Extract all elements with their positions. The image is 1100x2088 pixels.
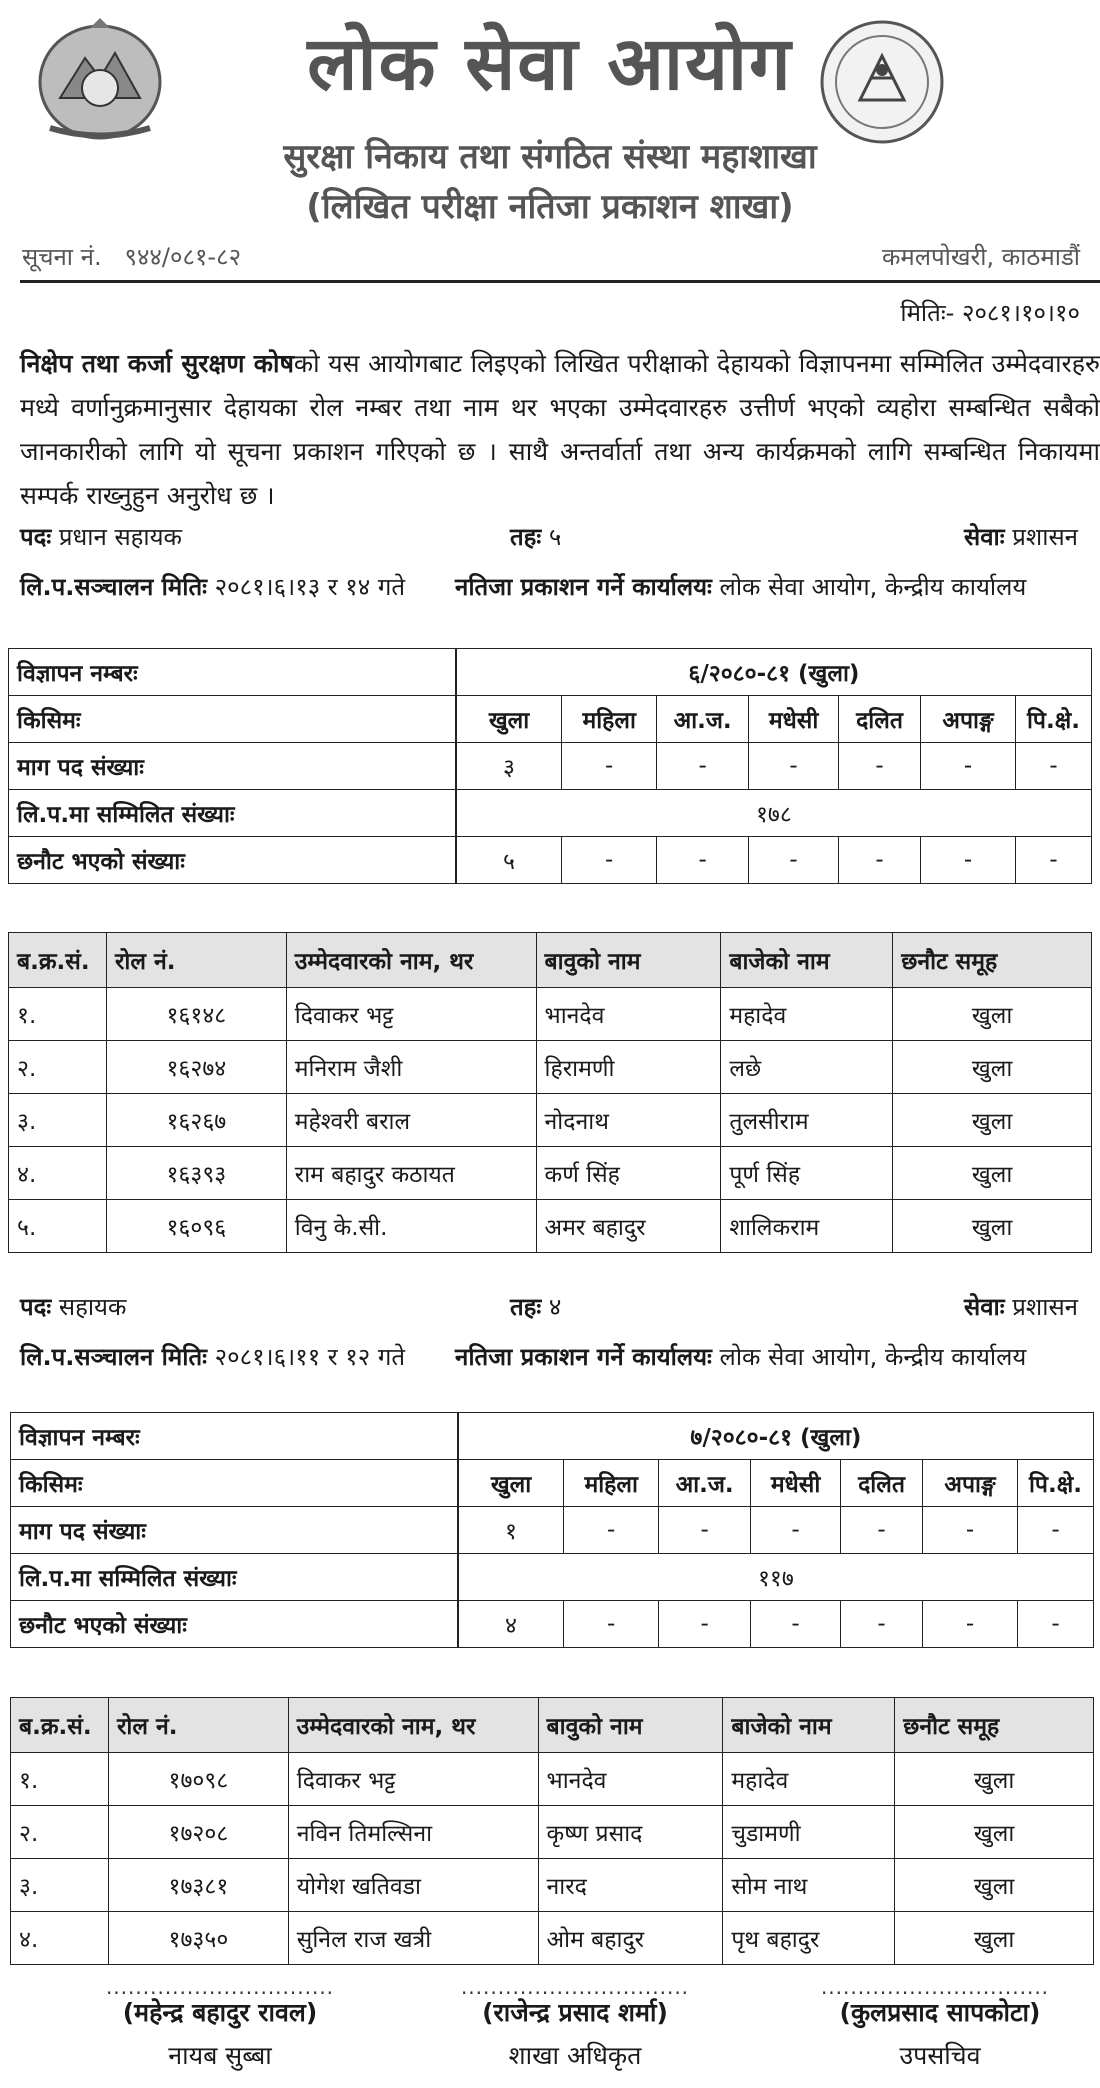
- institution-name: निक्षेप तथा कर्जा सुरक्षण कोष: [20, 349, 294, 378]
- signatory-title: शाखा अधिकृत: [508, 2041, 642, 2070]
- demand-label: माग पद संख्याः: [9, 743, 456, 790]
- father-cell: कृष्ण प्रसाद: [538, 1806, 723, 1859]
- serial-cell: २.: [9, 1041, 107, 1094]
- header-group: छनौट समूह: [895, 1698, 1094, 1753]
- type-label: किसिमः: [9, 696, 456, 743]
- group-cell: खुला: [893, 1147, 1092, 1200]
- category-header: खुला: [456, 696, 562, 743]
- signature-line: ...............................: [105, 1975, 335, 1999]
- notice-text: को यस आयोगबाट लिइएको लिखित परीक्षाको देहायको विज्ञापनमा सम्मिलित उम्मेदवारहरु मध्ये वर्णानुक्रमानुसार देहायका रोल नम्बर तथा नाम थर भएका उम्मेदवारहरु उत्तीर्ण भएको व्यहोरा सम्बन्धित सबैको जानकारीको लागि यो सूचना प्रकाशन गरिएको छ । साथै अन्तर्वार्ता तथा अन्य कार्यक्रमको लागि सम्बन्धित निकायमा सम्पर्क राख्नुहुन अनुरोध छ ।: [20, 349, 1100, 510]
- serial-cell: १.: [9, 988, 107, 1041]
- category-header: पि.क्षे.: [1017, 1460, 1093, 1507]
- grandfather-cell: शालिकराम: [721, 1200, 893, 1253]
- table-row: [9, 1041, 1092, 1094]
- signatory-name: (महेन्द्र बहादुर रावल): [122, 1998, 318, 2027]
- category-header: अपाङ्ग: [921, 696, 1016, 743]
- header-divider: [20, 280, 1100, 283]
- exam-date-label: लि.प.सञ्चालन मितिः: [20, 573, 207, 601]
- service-info: [964, 520, 1078, 553]
- category-header: पि.क्षे.: [1015, 696, 1091, 743]
- table-row: [9, 1200, 1092, 1253]
- post-value: प्रधान सहायक: [58, 523, 182, 551]
- selected-cell: ४: [458, 1601, 564, 1648]
- level-value: ५: [548, 523, 562, 551]
- service-info: [964, 1290, 1078, 1323]
- table-row: [11, 1859, 1094, 1912]
- selected-cell: -: [562, 837, 657, 884]
- office-location: कमलपोखरी, काठमाडौं: [881, 243, 1080, 271]
- demand-cell: -: [749, 743, 839, 790]
- table-row: [9, 1147, 1092, 1200]
- header-grandfather: बाजेको नाम: [723, 1698, 895, 1753]
- included-value: ११७: [458, 1554, 1094, 1601]
- roll-cell: १६०९६: [106, 1200, 286, 1253]
- group-cell: खुला: [893, 1200, 1092, 1253]
- father-cell: हिरामणी: [536, 1041, 721, 1094]
- selected-cell: -: [921, 837, 1016, 884]
- roll-cell: १७०९८: [108, 1753, 288, 1806]
- ad-no-label: विज्ञापन नम्बरः: [9, 649, 456, 696]
- demand-cell: -: [841, 1507, 923, 1554]
- demand-cell: -: [923, 1507, 1018, 1554]
- results-table: [8, 932, 1092, 1253]
- grandfather-cell: पूर्ण सिंह: [721, 1147, 893, 1200]
- table-row: [11, 1806, 1094, 1859]
- category-header: मधेसी: [751, 1460, 841, 1507]
- selected-cell: -: [839, 837, 921, 884]
- post-info: [20, 520, 182, 553]
- category-header: दलित: [841, 1460, 923, 1507]
- category-header: खुला: [458, 1460, 564, 1507]
- name-cell: दिवाकर भट्ट: [286, 988, 536, 1041]
- header-group: छनौट समूह: [893, 933, 1092, 988]
- grandfather-cell: सोम नाथ: [723, 1859, 895, 1912]
- service-value: प्रशासन: [1012, 523, 1078, 551]
- table-row: [11, 1753, 1094, 1806]
- group-cell: खुला: [895, 1912, 1094, 1965]
- roll-cell: १७३५०: [108, 1912, 288, 1965]
- header-name: उम्मेदवारको नाम, थर: [286, 933, 536, 988]
- office-value: लोक सेवा आयोग, केन्द्रीय कार्यालय: [719, 1343, 1027, 1371]
- roll-cell: १६२६७: [106, 1094, 286, 1147]
- roll-cell: १६१४८: [106, 988, 286, 1041]
- service-value: प्रशासन: [1012, 1293, 1078, 1321]
- advertisement-table: [8, 648, 1092, 884]
- signatory-name: (कुलप्रसाद सापकोटा): [839, 1998, 1041, 2027]
- table-row: [11, 1912, 1094, 1965]
- serial-cell: ४.: [9, 1147, 107, 1200]
- ad-no-label: विज्ञापन नम्बरः: [11, 1413, 458, 1460]
- father-cell: नारद: [538, 1859, 723, 1912]
- grandfather-cell: चुडामणी: [723, 1806, 895, 1859]
- exam-date-label: लि.प.सञ्चालन मितिः: [20, 1343, 207, 1371]
- selected-cell: -: [841, 1601, 923, 1648]
- selected-cell: -: [923, 1601, 1018, 1648]
- included-label: लि.प.मा सम्मिलित संख्याः: [9, 790, 456, 837]
- level-info: [510, 520, 561, 553]
- category-header: महिला: [562, 696, 657, 743]
- demand-cell: -: [562, 743, 657, 790]
- serial-cell: ३.: [9, 1094, 107, 1147]
- header-father: बावुको नाम: [536, 933, 721, 988]
- demand-cell: -: [1017, 1507, 1093, 1554]
- roll-cell: १६२७४: [106, 1041, 286, 1094]
- level-label: तहः: [510, 523, 542, 551]
- signature-line: ...............................: [820, 1975, 1050, 1999]
- demand-cell: -: [564, 1507, 659, 1554]
- post-label: पदः: [20, 523, 52, 551]
- ad-no-value: ७/२०८०-८१ (खुला): [458, 1413, 1094, 1460]
- exam-date-info: [20, 1340, 405, 1373]
- header-serial: ब.क्र.सं.: [9, 933, 107, 988]
- header-name: उम्मेदवारको नाम, थर: [288, 1698, 538, 1753]
- serial-cell: १.: [11, 1753, 109, 1806]
- roll-cell: १६३९३: [106, 1147, 286, 1200]
- serial-cell: ५.: [9, 1200, 107, 1253]
- roll-cell: १७२०८: [108, 1806, 288, 1859]
- office-info: [455, 570, 1026, 603]
- father-cell: कर्ण सिंह: [536, 1147, 721, 1200]
- category-header: अपाङ्ग: [923, 1460, 1018, 1507]
- category-header: दलित: [839, 696, 921, 743]
- demand-cell: -: [751, 1507, 841, 1554]
- signatory-title: नायब सुब्बा: [168, 2041, 272, 2070]
- roll-cell: १७३८१: [108, 1859, 288, 1912]
- father-cell: ओम बहादुर: [538, 1912, 723, 1965]
- post-info: [20, 1290, 126, 1323]
- header-grandfather: बाजेको नाम: [721, 933, 893, 988]
- signature-line: ...............................: [460, 1975, 690, 1999]
- included-value: १७८: [456, 790, 1092, 837]
- group-cell: खुला: [895, 1753, 1094, 1806]
- level-label: तहः: [510, 1293, 542, 1321]
- division-name: सुरक्षा निकाय तथा संगठित संस्था महाशाखा: [283, 137, 817, 177]
- group-cell: खुला: [895, 1806, 1094, 1859]
- demand-cell: -: [921, 743, 1016, 790]
- demand-cell: -: [839, 743, 921, 790]
- category-header: आ.ज.: [657, 696, 749, 743]
- grandfather-cell: तुलसीराम: [721, 1094, 893, 1147]
- ad-no-value: ६/२०८०-८१ (खुला): [456, 649, 1092, 696]
- level-value: ४: [548, 1293, 562, 1321]
- exam-date-value: २०८१।६।११ र १२ गते: [214, 1343, 406, 1371]
- level-info: [510, 1290, 561, 1323]
- selected-cell: -: [751, 1601, 841, 1648]
- header-roll: रोल नं.: [108, 1698, 288, 1753]
- table-row: [9, 1094, 1092, 1147]
- demand-cell: -: [1015, 743, 1091, 790]
- grandfather-cell: महादेव: [723, 1753, 895, 1806]
- office-label: नतिजा प्रकाशन गर्ने कार्यालयः: [455, 1343, 712, 1371]
- selected-cell: -: [659, 1601, 751, 1648]
- selected-cell: -: [1015, 837, 1091, 884]
- page-title: लोक सेवा आयोग: [307, 21, 793, 107]
- grandfather-cell: लछे: [721, 1041, 893, 1094]
- father-cell: भानदेव: [536, 988, 721, 1041]
- category-header: आ.ज.: [659, 1460, 751, 1507]
- post-label: पदः: [20, 1293, 52, 1321]
- office-value: लोक सेवा आयोग, केन्द्रीय कार्यालय: [719, 573, 1027, 601]
- father-cell: नोदनाथ: [536, 1094, 721, 1147]
- header-father: बावुको नाम: [538, 1698, 723, 1753]
- father-cell: भानदेव: [538, 1753, 723, 1806]
- exam-date-value: २०८१।६।१३ र १४ गते: [214, 573, 406, 601]
- name-cell: सुनिल राज खत्री: [288, 1912, 538, 1965]
- service-label: सेवाः: [963, 1293, 1005, 1321]
- name-cell: योगेश खतिवडा: [288, 1859, 538, 1912]
- demand-cell: ३: [456, 743, 562, 790]
- group-cell: खुला: [895, 1859, 1094, 1912]
- notice-date: मितिः- २०८१।१०।१०: [900, 299, 1080, 327]
- service-label: सेवाः: [963, 523, 1005, 551]
- demand-cell: -: [657, 743, 749, 790]
- category-header: महिला: [564, 1460, 659, 1507]
- post-value: सहायक: [58, 1293, 127, 1321]
- serial-cell: ३.: [11, 1859, 109, 1912]
- name-cell: राम बहादुर कठायत: [286, 1147, 536, 1200]
- selected-cell: -: [657, 837, 749, 884]
- demand-cell: -: [659, 1507, 751, 1554]
- selected-cell: -: [1017, 1601, 1093, 1648]
- header-roll: रोल नं.: [106, 933, 286, 988]
- selected-label: छनौट भएको संख्याः: [9, 837, 456, 884]
- name-cell: मनिराम जैशी: [286, 1041, 536, 1094]
- name-cell: नविन तिमल्सिना: [288, 1806, 538, 1859]
- selected-cell: -: [564, 1601, 659, 1648]
- selected-label: छनौट भएको संख्याः: [11, 1601, 458, 1648]
- office-label: नतिजा प्रकाशन गर्ने कार्यालयः: [455, 573, 712, 601]
- group-cell: खुला: [893, 988, 1092, 1041]
- group-cell: खुला: [893, 1041, 1092, 1094]
- group-cell: खुला: [893, 1094, 1092, 1147]
- header-serial: ब.क्र.सं.: [11, 1698, 109, 1753]
- serial-cell: ४.: [11, 1912, 109, 1965]
- father-cell: अमर बहादुर: [536, 1200, 721, 1253]
- grandfather-cell: महादेव: [721, 988, 893, 1041]
- grandfather-cell: पृथ बहादुर: [723, 1912, 895, 1965]
- name-cell: दिवाकर भट्ट: [288, 1753, 538, 1806]
- table-row: [9, 988, 1092, 1041]
- notice-paragraph: [20, 342, 1100, 518]
- serial-cell: २.: [11, 1806, 109, 1859]
- included-label: लि.प.मा सम्मिलित संख्याः: [11, 1554, 458, 1601]
- signatory-title: उपसचिव: [899, 2041, 981, 2070]
- demand-label: माग पद संख्याः: [11, 1507, 458, 1554]
- notice-number: सूचना नं. ९४४/०८१-८२: [22, 243, 242, 271]
- advertisement-table: [10, 1412, 1094, 1648]
- name-cell: महेश्वरी बराल: [286, 1094, 536, 1147]
- exam-date-info: [20, 570, 405, 603]
- selected-cell: -: [749, 837, 839, 884]
- type-label: किसिमः: [11, 1460, 458, 1507]
- results-table: [10, 1697, 1094, 1965]
- signatory-name: (राजेन्द्र प्रसाद शर्मा): [482, 1998, 668, 2027]
- selected-cell: ५: [456, 837, 562, 884]
- category-header: मधेसी: [749, 696, 839, 743]
- name-cell: विनु के.सी.: [286, 1200, 536, 1253]
- office-info: [455, 1340, 1026, 1373]
- demand-cell: १: [458, 1507, 564, 1554]
- section-name: (लिखित परीक्षा नतिजा प्रकाशन शाखा): [306, 187, 794, 227]
